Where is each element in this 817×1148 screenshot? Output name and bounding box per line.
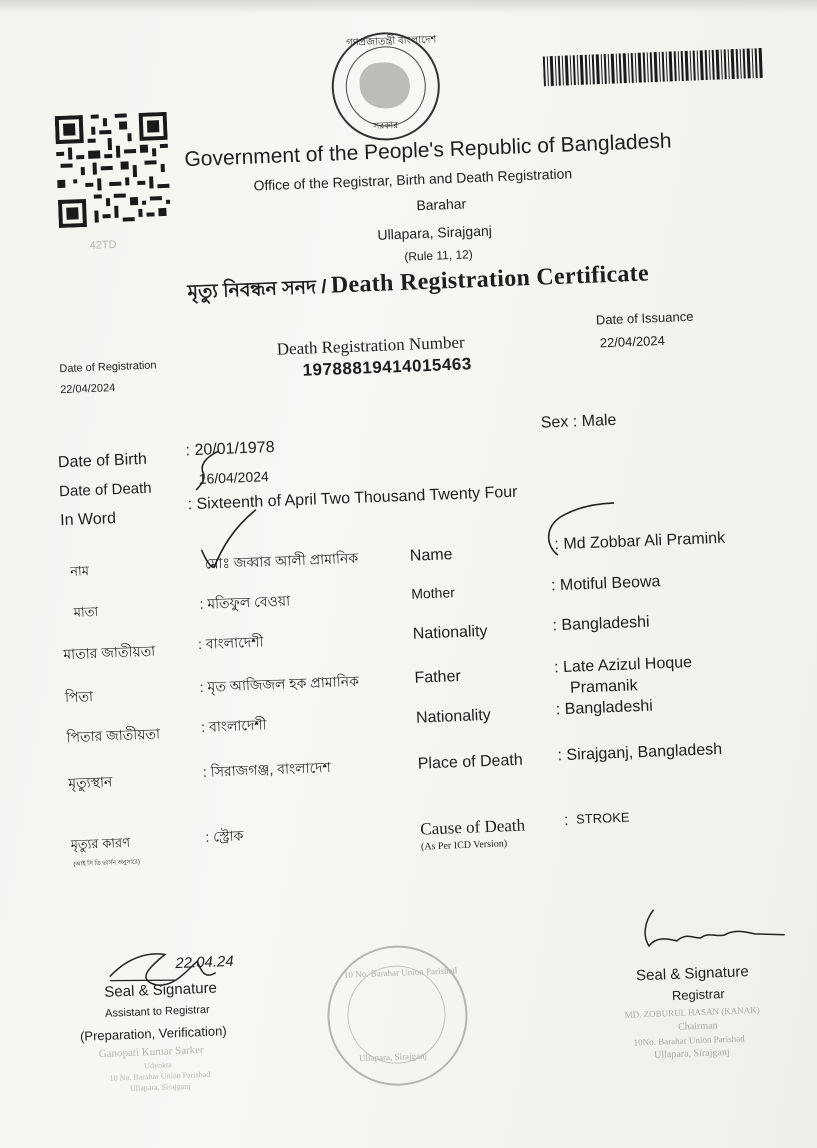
assistant-seal-title: Seal & Signature: [104, 979, 218, 1001]
registrar-stamp-line4: Ullapara, Sirajganj: [653, 1046, 730, 1061]
union-seal-text-top: 10 No. Barahar Union Parishad: [343, 965, 458, 980]
mother-nationality-bn-value: : বাংলাদেশী: [197, 633, 264, 652]
assistant-role-detail: (Preparation, Verification): [79, 1023, 227, 1044]
verification-tick-mark: [191, 447, 223, 493]
seal-text-bottom: সরকার: [373, 119, 399, 131]
father-en-label: Father: [414, 667, 462, 687]
assistant-stamp-line2: Udyokta: [144, 1060, 172, 1071]
location-name: Ullapara, Sirajganj: [377, 222, 493, 243]
certificate-title-en: Death Registration Certificate: [330, 260, 650, 299]
place-of-death-bn-label: মৃত্যুস্থান: [67, 773, 113, 792]
mother-nationality-en-value: : Bangladeshi: [552, 613, 650, 635]
government-seal: [330, 30, 442, 142]
registrar-signature: [633, 900, 795, 961]
name-en-check-mark: [538, 497, 620, 560]
place-of-death-en-value: : Sirajganj, Bangladesh: [557, 740, 723, 765]
registrar-stamp-name: MD. ZOBURUL HASAN (KANAK): [624, 1004, 760, 1020]
date-of-issuance-label: Date of Issuance: [595, 308, 694, 328]
date-of-registration-label: Date of Registration: [59, 359, 157, 376]
mother-nationality-en-label: Nationality: [412, 622, 488, 643]
place-of-death-bn-value: : সিরাজগঞ্জ, বাংলাদেশ: [202, 759, 332, 780]
father-en-value: : Late Azizul Hoque: [553, 654, 693, 677]
union-seal-text-bottom: Ullapara, Sirajganj: [358, 1050, 428, 1064]
father-en-value-line2: Pramanik: [569, 677, 638, 697]
qr-code-image: [55, 112, 171, 228]
rule-text: (Rule 11, 12): [404, 247, 474, 264]
name-bn-check-mark: [198, 508, 260, 572]
name-bn-label: নাম: [69, 563, 90, 579]
date-of-birth-value: : 20/01/1978: [185, 438, 275, 460]
date-of-registration-value: 22/04/2024: [59, 382, 116, 397]
name-en-label: Name: [409, 546, 453, 565]
father-nationality-bn-value: : বাংলাদেশী: [200, 716, 267, 735]
cause-of-death-en-label: Cause of Death: [419, 815, 526, 839]
assistant-signature-date: 22.04.24: [174, 952, 234, 973]
mother-en-value: : Motiful Beowa: [550, 573, 661, 595]
certificate-title: [187, 260, 650, 310]
mother-nationality-bn-label: মাতার জাতীয়তা: [63, 642, 156, 663]
assistant-stamp-name: Ganopati Kumar Sarker: [98, 1044, 204, 1061]
date-of-issuance-value: 22/04/2024: [599, 332, 666, 351]
father-nationality-en-value: : Bangladeshi: [555, 697, 654, 719]
registrar-role: Registrar: [671, 986, 725, 1004]
date-of-death-value: 16/04/2024: [198, 468, 270, 487]
cause-of-death-bn-label: মৃত্যুর কারণ: [70, 834, 131, 853]
in-word-label: In Word: [59, 510, 117, 530]
mother-bn-value: : মতিফুল বেওয়া: [199, 592, 291, 612]
mother-bn-label: মাতা: [73, 603, 99, 620]
seal-text-top: গণপ্রজাতন্ত্রী বাংলাদেশ: [345, 34, 437, 49]
registrar-seal-title: Seal & Signature: [635, 963, 749, 985]
government-title: Government of the People's Republic of Bangladesh: [184, 129, 672, 172]
father-nationality-bn-label: পিতার জাতীয়তা: [66, 725, 161, 746]
cause-of-death-colon: :: [563, 811, 569, 830]
death-registration-number-value: 19788819414015463: [302, 354, 473, 380]
father-bn-label: পিতা: [64, 688, 94, 706]
cause-of-death-en-value: STROKE: [575, 809, 630, 827]
assistant-stamp-line4: Ullapara, Sirajganj: [129, 1081, 191, 1093]
sex-field: Sex : Male: [540, 411, 617, 432]
name-en-value: : Md Zobbar Ali Pramink: [554, 529, 726, 554]
father-nationality-en-label: Nationality: [415, 706, 492, 727]
cause-of-death-en-note: (As Per ICD Version): [420, 838, 508, 853]
date-of-death-label: Date of Death: [58, 479, 152, 501]
mother-en-label: Mother: [410, 584, 456, 602]
office-title: Office of the Registrar, Birth and Death Registration: [253, 165, 573, 194]
assistant-stamp-line3: 10 No. Barahar Union Parishad: [109, 1069, 211, 1083]
qr-caption: 42TD: [89, 238, 117, 252]
cause-of-death-bn-note: (আই সি ডি ভার্সন অনুসারে): [73, 859, 141, 868]
in-word-value: : Sixteenth of April Two Thousand Twenty Four: [187, 483, 518, 514]
certificate-title-bn: মৃত্যু নিবন্ধন সনদ /: [187, 276, 327, 304]
barcode-image: [543, 48, 764, 86]
union-name: Barahar: [416, 195, 467, 214]
cause-of-death-bn-value: : স্ট্রোক: [205, 827, 244, 845]
place-of-death-en-label: Place of Death: [417, 751, 524, 773]
registrar-stamp-line3: 10No. Barahar Union Parishad: [633, 1033, 745, 1048]
assistant-role: Assistant to Registrar: [104, 1003, 210, 1020]
name-bn-value: মোঃ জব্বার আলী প্রামানিক: [204, 549, 359, 572]
union-parishad-seal: [325, 943, 470, 1088]
father-bn-value: : মৃত আজিজল হক প্রামানিক: [199, 672, 360, 695]
date-of-birth-label: Date of Birth: [57, 450, 148, 472]
death-registration-number-label: Death Registration Number: [276, 332, 465, 359]
registrar-stamp-line2: Chairman: [677, 1020, 718, 1033]
